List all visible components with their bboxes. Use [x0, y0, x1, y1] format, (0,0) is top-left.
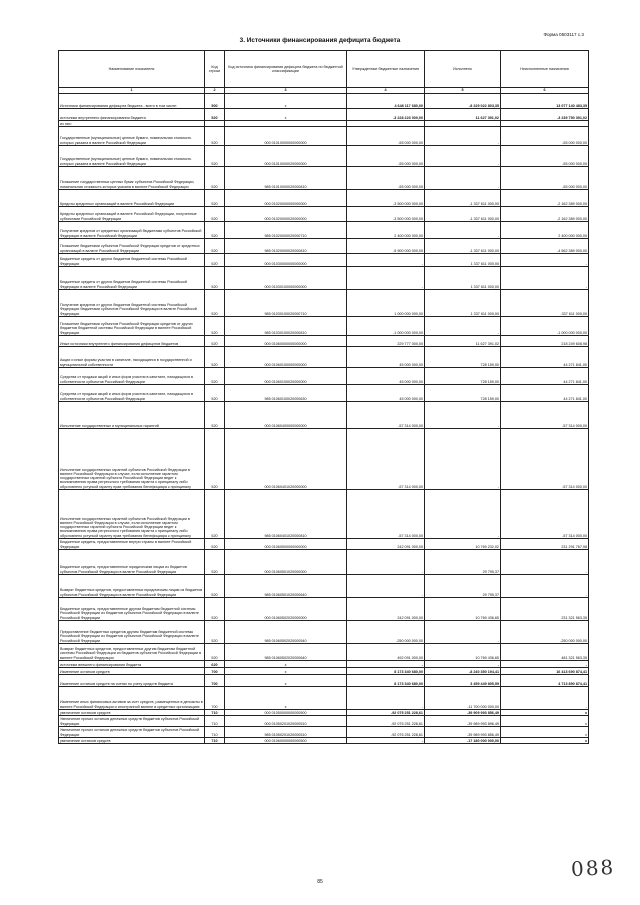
classification-code: 000 01060000000000500 [225, 738, 347, 744]
table-row [59, 716, 589, 727]
line-code: 710 [205, 716, 225, 727]
approved-value: -55 000 000,00 [347, 146, 425, 167]
executed-value: -1 337 611 000,00 [425, 239, 501, 254]
indicator-name: Изменение остатков средств на счетах по учету средств бюджета [59, 675, 205, 687]
executed-value: -39 989 993 896,49 [425, 716, 501, 727]
executed-value: - [425, 317, 501, 336]
unexecuted-value: x [501, 710, 589, 716]
classification-code: 000 01050201020000510 [225, 716, 347, 727]
classification-code: x [225, 687, 347, 710]
table-row [59, 190, 589, 207]
approved-value: -92 075 251 228,61 [347, 727, 425, 738]
table-row [59, 222, 589, 239]
indicator-name: Возврат бюджетных кредитов, предоставленных другим бюджетам бюджетной системы Российской Федерации из бюджетов субъектов Российской Федерации в валюте Российской Федерации [59, 644, 205, 661]
table-body [59, 94, 589, 744]
classification-code: 000 01060502020000000 [225, 598, 347, 621]
line-code: 700 [205, 668, 225, 675]
executed-value: -1 337 611 000,00 [425, 190, 501, 207]
executed-value: 1 337 611 000,00 [425, 254, 501, 267]
line-code: 520 [205, 429, 225, 490]
classification-code: 985 01060401020000810 [225, 490, 347, 539]
line-code: 710 [205, 738, 225, 744]
indicator-name: Возврат бюджетных кредитов, предоставленных юридическим лицам из бюджетов субъектов Российской Федерации в валюте Российской Федерации [59, 575, 205, 598]
indicator-name: Источники финансирования дефицита бюджета - всего в том числе: [59, 94, 205, 109]
unexecuted-value: -55 000 000,00 [501, 146, 589, 167]
approved-value: -57 314 000,00 [347, 429, 425, 490]
indicator-name: Изменение остатков средств [59, 668, 205, 675]
unexecuted-value: 44 271 841,00 [501, 368, 589, 385]
table-row [59, 368, 589, 385]
unexecuted-value: -55 000 000,00 [501, 167, 589, 190]
classification-code: 985 01060502020000540 [225, 621, 347, 644]
classification-code: 000 01060100020000000 [225, 368, 347, 385]
classification-code: 000 01060000000000000 [225, 336, 347, 347]
line-code: 520 [205, 207, 225, 222]
unexecuted-value: 13 077 140 483,35 [501, 94, 589, 109]
indicator-name: источники внутреннего финансирования бюджета [59, 109, 205, 121]
executed-value: - [425, 222, 501, 239]
indicator-name: Погашение бюджетами субъектов Российской Федерации кредитов от кредитных организаций в валюте Российской Федерации [59, 239, 205, 254]
header-indicator-name: Наименование показателя [59, 51, 205, 88]
unexecuted-value: -57 314 000,00 [501, 402, 589, 429]
table-row [59, 429, 589, 490]
table-row [59, 317, 589, 336]
table-row [59, 254, 589, 267]
unexecuted-value: -1 000 000 000,00 [501, 317, 589, 336]
column-number: 2 [205, 88, 225, 94]
table-row [59, 127, 589, 146]
approved-value: 1 000 000 000,00 [347, 290, 425, 317]
executed-value: -17 180 000 000,00 [425, 738, 501, 744]
unexecuted-value: -55 000 000,00 [501, 127, 589, 146]
line-code: 520 [205, 290, 225, 317]
table-row [59, 687, 589, 710]
classification-code: x [225, 94, 347, 109]
column-number: 1 [59, 88, 205, 94]
table-row [59, 207, 589, 222]
indicator-name: Увеличение прочих остатков денежных средств бюджетов субъектов Российской Федерации [59, 716, 205, 727]
indicator-name: Государственные (муниципальные) ценные бумаги, номинальная стоимость которых указана в валюте Российской Федерации [59, 127, 205, 146]
classification-code: 000 01030000000000000 [225, 254, 347, 267]
indicator-name: Получение кредитов от других бюджетов бюджетной системы Российской Федерации бюджетами субъектов Российской Федерации в валюте Российской Федерации [59, 290, 205, 317]
approved-value: -55 000 000,00 [347, 127, 425, 146]
line-code: 520 [205, 317, 225, 336]
approved-value: 492 091 000,00 [347, 644, 425, 661]
form-code-label: Форма 0503117 с.3 [543, 32, 584, 37]
column-number: 4 [347, 88, 425, 94]
executed-value: 11 627 391,02 [425, 109, 501, 121]
line-code: 700 [205, 675, 225, 687]
unexecuted-value: - [501, 550, 589, 575]
unexecuted-value: 218 249 608,98 [501, 336, 589, 347]
line-code: 520 [205, 598, 225, 621]
unexecuted-value: - [501, 575, 589, 598]
indicator-name: увеличение остатков средств [59, 738, 205, 744]
table-row [59, 738, 589, 744]
indicator-name: Получение кредитов от кредитных организаций бюджетами субъектов Российской Федерации в валюте Российской Федерации [59, 222, 205, 239]
header-executed: Исполнено [425, 51, 501, 88]
header-budget-classification-code: Код источника финансирования дефицита бюджета по бюджетной классификации [225, 51, 347, 88]
table-row [59, 267, 589, 290]
approved-value: 229 777 000,00 [347, 336, 425, 347]
line-code: 520 [205, 575, 225, 598]
indicator-name: Иные источники внутреннего финансирования дефицитов бюджетов [59, 336, 205, 347]
classification-code: 985 01030100020000810 [225, 317, 347, 336]
indicator-name: Государственные (муниципальные) ценные бумаги, номинальная стоимость которых указана в валюте Российской Федерации [59, 146, 205, 167]
approved-value: -3 228 223 000,00 [347, 109, 425, 121]
indicator-name: Средства от продажи акций и иных форм участия в капитале, находящихся в собственности субъектов Российской Федерации [59, 368, 205, 385]
line-code: 520 [205, 347, 225, 368]
line-code: 710 [205, 710, 225, 716]
table-row [59, 402, 589, 429]
table-row [59, 539, 589, 550]
classification-code: 000 01060500000000000 [225, 539, 347, 550]
classification-code: 000 01010000000000000 [225, 127, 347, 146]
table-row [59, 490, 589, 539]
unexecuted-value: 231 291 767,98 [501, 539, 589, 550]
indicator-name: Средства от продажи акций и иных форм участия в капитале, находящихся в собственности субъектов Российской Федерации [59, 385, 205, 402]
unexecuted-value: 481 321 563,35 [501, 644, 589, 661]
indicator-name: Исполнение государственных и муниципальных гарантий [59, 402, 205, 429]
executed-value: - [425, 621, 501, 644]
executed-value: - [425, 661, 501, 668]
approved-value: - [347, 661, 425, 668]
approved-value: 2 400 000 000,00 [347, 222, 425, 239]
approved-value: -5 900 000 000,00 [347, 239, 425, 254]
line-code: 520 [205, 550, 225, 575]
executed-value: 29 795,37 [425, 575, 501, 598]
approved-value: -57 314 000,00 [347, 490, 425, 539]
indicator-name: Кредиты кредитных организаций в валюте Российской Федерации [59, 190, 205, 207]
classification-code: 985 01060100020000630 [225, 385, 347, 402]
indicator-name: Изменение иных финансовых активов за счет средств, размещенных в депозиты в валюте Российской Федерации и иностранной валюте в кредитных организациях [59, 687, 205, 710]
table-row [59, 550, 589, 575]
header-row [59, 51, 589, 88]
executed-value: 728 159,00 [425, 385, 501, 402]
line-code: 520 [205, 190, 225, 207]
executed-value: 3 459 449 805,59 [425, 675, 501, 687]
classification-code: 985 01030100020000710 [225, 290, 347, 317]
indicator-name: увеличение остатков средств [59, 710, 205, 716]
unexecuted-value: -57 314 000,00 [501, 490, 589, 539]
table-row [59, 146, 589, 167]
line-code: 520 [205, 146, 225, 167]
unexecuted-value: - [501, 687, 589, 710]
line-code: 520 [205, 239, 225, 254]
classification-code: x [225, 675, 347, 687]
header-approved: Утвержденные бюджетные назначения [347, 51, 425, 88]
line-code: 520 [205, 109, 225, 121]
approved-value: -3 500 000 000,00 [347, 190, 425, 207]
indicator-name: Бюджетные кредиты, предоставленные юридическим лицам из бюджетов субъектов Российской Федерации в валюте Российской Федерации [59, 550, 205, 575]
table-row [59, 621, 589, 644]
table-row [59, 598, 589, 621]
column-number: 3 [225, 88, 347, 94]
classification-code: x [225, 668, 347, 675]
page-title: 3. Источники финансирования дефицита бюджета [239, 37, 401, 44]
indicator-name: Бюджетные кредиты, предоставленные внутри страны в валюте Российской Федерации [59, 539, 205, 550]
executed-value: - [425, 167, 501, 190]
executed-value: -8 229 022 803,35 [425, 94, 501, 109]
approved-value: -250 000 000,00 [347, 621, 425, 644]
indicator-name: Исполнение государственных гарантий субъектов Российской Федерации в валюте Российской Федерации в случае, если исполнение гарантом государственных гарантий субъекта Российской Федерации ведет к возникновению права регрессного требования гаранта к принципалу либо обусловлено уступкой гаранту прав требования бенефициара к принципалу [59, 429, 205, 490]
approved-value: 45 000 000,00 [347, 385, 425, 402]
executed-value: 10 769 436,65 [425, 598, 501, 621]
line-code: 520 [205, 336, 225, 347]
classification-code: 000 01060401020000000 [225, 429, 347, 490]
approved-value: -55 000 000,00 [347, 167, 425, 190]
line-code: 520 [205, 254, 225, 267]
classification-code: 000 01060100000000000 [225, 347, 347, 368]
approved-value: - [347, 575, 425, 598]
indicator-name: из них: [59, 121, 205, 127]
approved-value: - [347, 254, 425, 267]
executed-value: 1 337 611 000,00 [425, 267, 501, 290]
table-row [59, 336, 589, 347]
indicator-name: Исполнение государственных гарантий субъектов Российской Федерации в валюте Российской Федерации в случае, если исполнение гарантом государственных гарантий субъекта Российской Федерации ведет к возникновению права регрессного требования гаранта к принципалу либо обусловлено уступкой гаранту прав требования бенефициара к принципалу [59, 490, 205, 539]
line-code: 520 [205, 127, 225, 146]
sources-table [58, 50, 589, 744]
table-row [59, 661, 589, 668]
table-row [59, 675, 589, 687]
approved-value: -57 314 000,00 [347, 402, 425, 429]
line-code: 520 [205, 539, 225, 550]
executed-value: 728 159,00 [425, 347, 501, 368]
line-code: 520 [205, 368, 225, 385]
executed-value: - [425, 429, 501, 490]
unexecuted-value: 231 321 563,35 [501, 598, 589, 621]
table-row [59, 290, 589, 317]
approved-value: - [347, 550, 425, 575]
indicator-name: Кредиты кредитных организаций в валюте Российской Федерации, полученные субъектами Российской Федерации [59, 207, 205, 222]
line-code: 520 [205, 385, 225, 402]
executed-value: - [425, 146, 501, 167]
executed-value: -39 989 993 856,49 [425, 727, 501, 738]
approved-value: - [347, 267, 425, 290]
unexecuted-value: x [501, 727, 589, 738]
indicator-name: Бюджетные кредиты от других бюджетов бюджетной системы Российской Федерации [59, 254, 205, 267]
approved-value: - [347, 738, 425, 744]
table-row [59, 109, 589, 121]
unexecuted-value: -4 562 389 000,00 [501, 239, 589, 254]
executed-value: -1 337 611 000,00 [425, 207, 501, 222]
executed-value: - [425, 490, 501, 539]
executed-value: 10 769 436,65 [425, 644, 501, 661]
header-unexecuted: Неисполненные назначения [501, 51, 589, 88]
page-number: 85 [317, 879, 323, 885]
classification-code: 000 01060400000000000 [225, 402, 347, 429]
executed-value: 1 337 611 000,00 [425, 290, 501, 317]
indicator-name: Бюджетные кредиты, предоставленные другим бюджетам бюджетной системы Российской Федерации из бюджетов субъектов Российской Федерации в валюте Российской Федерации [59, 598, 205, 621]
indicator-name: источники внешнего финансирования бюджета [59, 661, 205, 668]
unexecuted-value: 2 400 000 000,00 [501, 222, 589, 239]
classification-code: 000 01060501020000000 [225, 550, 347, 575]
classification-code: 985 01020000020000710 [225, 222, 347, 239]
unexecuted-value: -3 239 750 391,02 [501, 109, 589, 121]
handwritten-page-number: 088 [570, 854, 616, 882]
approved-value: 242 091 000,00 [347, 539, 425, 550]
classification-code: 000 01020000020000000 [225, 207, 347, 222]
line-code: 520 [205, 644, 225, 661]
classification-code: 985 01010000020000810 [225, 167, 347, 190]
table-row [59, 727, 589, 738]
unexecuted-value: 4 713 890 874,41 [501, 675, 589, 687]
executed-value: -11 700 000 000,00 [425, 687, 501, 710]
classification-code: 000 01020000000000000 [225, 190, 347, 207]
line-code: 520 [205, 621, 225, 644]
unexecuted-value: -2 162 389 000,00 [501, 190, 589, 207]
approved-value: 45 000 000,00 [347, 347, 425, 368]
approved-value: -3 500 000 000,00 [347, 207, 425, 222]
unexecuted-value: - [501, 267, 589, 290]
line-code: 620 [205, 661, 225, 668]
line-code: 520 [205, 490, 225, 539]
table-row [59, 575, 589, 598]
line-code: 500 [205, 94, 225, 109]
line-code: 520 [205, 402, 225, 429]
executed-value: 728 159,00 [425, 368, 501, 385]
unexecuted-value: - [501, 254, 589, 267]
unexecuted-value: 44 271 841,00 [501, 385, 589, 402]
indicator-name: Погашение государственных ценных бумаг субъектов Российской Федерации, номинальная стоимость которых указана в валюте Российской Федерации [59, 167, 205, 190]
classification-code: 000 01030100000000000 [225, 267, 347, 290]
indicator-name: Бюджетные кредиты от других бюджетов бюджетной системы Российской Федерации в валюте Российской Федерации [59, 267, 205, 290]
approved-value: 4 648 117 680,00 [347, 94, 425, 109]
executed-value: - [425, 127, 501, 146]
indicator-name: Погашение бюджетами субъектов Российской Федерации кредитов от других бюджетов бюджетной системы Российской Федерации в валюте Российской Федерации [59, 317, 205, 336]
approved-value: 8 173 340 680,00 [347, 675, 425, 687]
classification-code: x [225, 661, 347, 668]
table-row [59, 385, 589, 402]
table-row [59, 94, 589, 109]
approved-value: 8 173 340 680,00 [347, 668, 425, 675]
approved-value: -92 075 251 228,61 [347, 716, 425, 727]
classification-code: x [225, 109, 347, 121]
unexecuted-value: -337 611 000,00 [501, 290, 589, 317]
line-code: 520 [205, 167, 225, 190]
column-number: 5 [425, 88, 501, 94]
unexecuted-value: - [501, 661, 589, 668]
table-row [59, 644, 589, 661]
approved-value: 45 000 000,00 [347, 368, 425, 385]
table-row [59, 239, 589, 254]
approved-value: -1 000 000 000,00 [347, 317, 425, 336]
executed-value: -39 909 993 856,49 [425, 710, 501, 716]
approved-value: -92 075 251 228,61 [347, 710, 425, 716]
classification-code: 985 01060501020000640 [225, 575, 347, 598]
executed-value: - [425, 402, 501, 429]
line-code: 710 [205, 727, 225, 738]
indicator-name: Акции и иные формы участия в капитале, находящиеся в государственной и муниципальной собственности [59, 347, 205, 368]
classification-code: 000 01050000000000500 [225, 710, 347, 716]
unexecuted-value: 16 413 690 874,41 [501, 668, 589, 675]
executed-value: 29 795,37 [425, 550, 501, 575]
executed-value: 11 627 391,02 [425, 336, 501, 347]
unexecuted-value: -250 000 000,00 [501, 621, 589, 644]
unexecuted-value: -2 162 389 000,00 [501, 207, 589, 222]
unexecuted-value: -57 314 000,00 [501, 429, 589, 490]
classification-code: 000 01010000020000000 [225, 146, 347, 167]
classification-code: 985 01060502020000640 [225, 644, 347, 661]
header-line-code: Код строки [205, 51, 225, 88]
classification-code: 985 01050201020000510 [225, 727, 347, 738]
table-row [59, 347, 589, 368]
indicator-name: Предоставление бюджетных кредитов другим бюджетам бюджетной системы Российской Федерации из бюджетов субъектов Российской Федерации в валюте Российской Федерации [59, 621, 205, 644]
line-code: 520 [205, 267, 225, 290]
table-row [59, 668, 589, 675]
indicator-name: Увеличение прочих остатков денежных средств бюджетов субъектов Российской Федерации [59, 727, 205, 738]
approved-value: - [347, 687, 425, 710]
line-code: 520 [205, 222, 225, 239]
table-row [59, 167, 589, 190]
approved-value: 242 091 000,00 [347, 598, 425, 621]
unexecuted-value: x [501, 738, 589, 744]
line-code: 700 [205, 687, 225, 710]
classification-code: 985 01020000020000810 [225, 239, 347, 254]
executed-value: 10 769 232,02 [425, 539, 501, 550]
executed-value: -8 240 350 194,41 [425, 668, 501, 675]
unexecuted-value: 44 271 841,00 [501, 347, 589, 368]
unexecuted-value: x [501, 716, 589, 727]
column-number: 6 [501, 88, 589, 94]
